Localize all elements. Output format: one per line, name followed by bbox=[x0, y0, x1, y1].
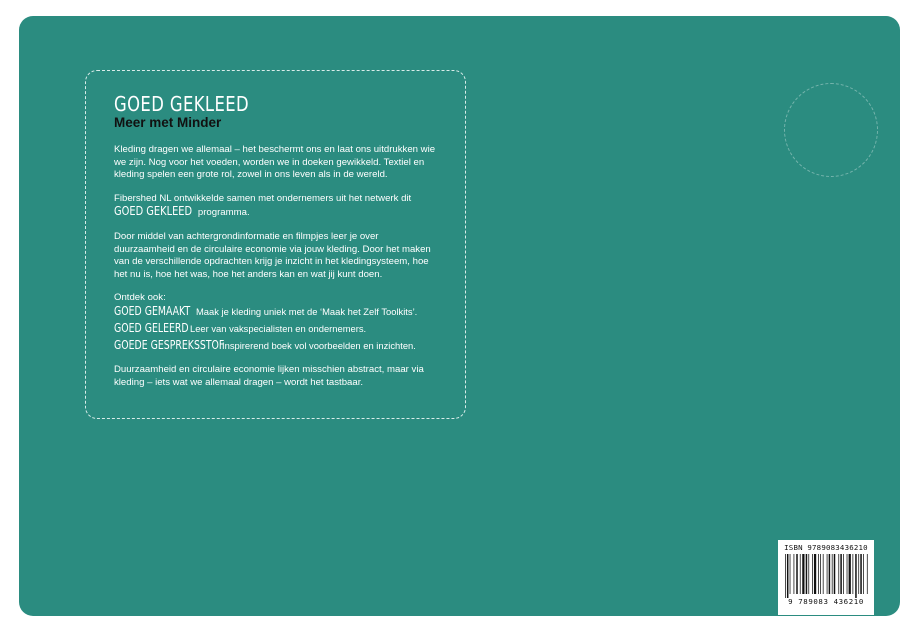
stamp-outline bbox=[784, 83, 878, 177]
program-paragraph bbox=[114, 193, 437, 220]
barcode-bars bbox=[784, 554, 868, 598]
ontdek-item-text: Leer van vakspecialisten en ondernemers. bbox=[190, 323, 367, 335]
isbn-barcode bbox=[778, 540, 874, 615]
ontdek-item-text: Maak je kleding uniek met de ‘Maak het Zelf Toolkits’. bbox=[196, 306, 418, 318]
book-title: GOED GEKLEED bbox=[114, 92, 250, 116]
ontdek-item-brand: GOED GELEERD bbox=[114, 321, 189, 336]
book-back-cover bbox=[19, 16, 900, 616]
ontdek-label: Ontdek ook: bbox=[114, 292, 166, 304]
ontdek-item-text: Inspirerend boek vol voorbeelden en inzichten. bbox=[222, 340, 416, 352]
ontdek-item bbox=[114, 338, 437, 355]
ontdek-section bbox=[114, 292, 437, 355]
ontdek-item bbox=[114, 304, 437, 321]
description-panel bbox=[85, 70, 466, 419]
ontdek-item-brand: GOED GEMAAKT bbox=[114, 304, 191, 319]
ontdek-item-brand: GOEDE GESPREKSSTOF bbox=[114, 338, 225, 353]
isbn-label: ISBN 9789083436210 bbox=[784, 543, 868, 552]
program-brand: GOED GEKLEED bbox=[114, 204, 193, 219]
barcode-digits: 9 789083 436210 bbox=[788, 597, 864, 606]
intro-paragraph: Kleding dragen we allemaal – het beschermt ons en laat ons uitdrukken wie we zijn. Nog voor het voeden, worden we in doeken gewikkeld. Textiel en kleding spelen een grote rol, zowel in ons leven als in de wereld. bbox=[114, 144, 436, 181]
program-end-text: programma. bbox=[197, 207, 250, 219]
method-paragraph: Door middel van achtergrondinformatie en filmpjes leer je over duurzaamheid en de circulaire economie via jouw kleding. Door het maken van de verschillende opdrachten krijg je inzicht in het kledingsysteem, hoe het nu is, hoe het was, hoe het anders kan en wat jij kunt doen. bbox=[114, 230, 431, 280]
program-intro-text: Fibershed NL ontwikkelde samen met ondernemers uit het netwerk dit bbox=[114, 192, 412, 204]
book-subtitle: Meer met Minder bbox=[114, 115, 222, 130]
ontdek-item bbox=[114, 321, 437, 338]
closing-paragraph: Duurzaamheid en circulaire economie lijken misschien abstract, maar via kleding – iets wat we allemaal dragen – wordt het tastbaar. bbox=[114, 364, 424, 388]
